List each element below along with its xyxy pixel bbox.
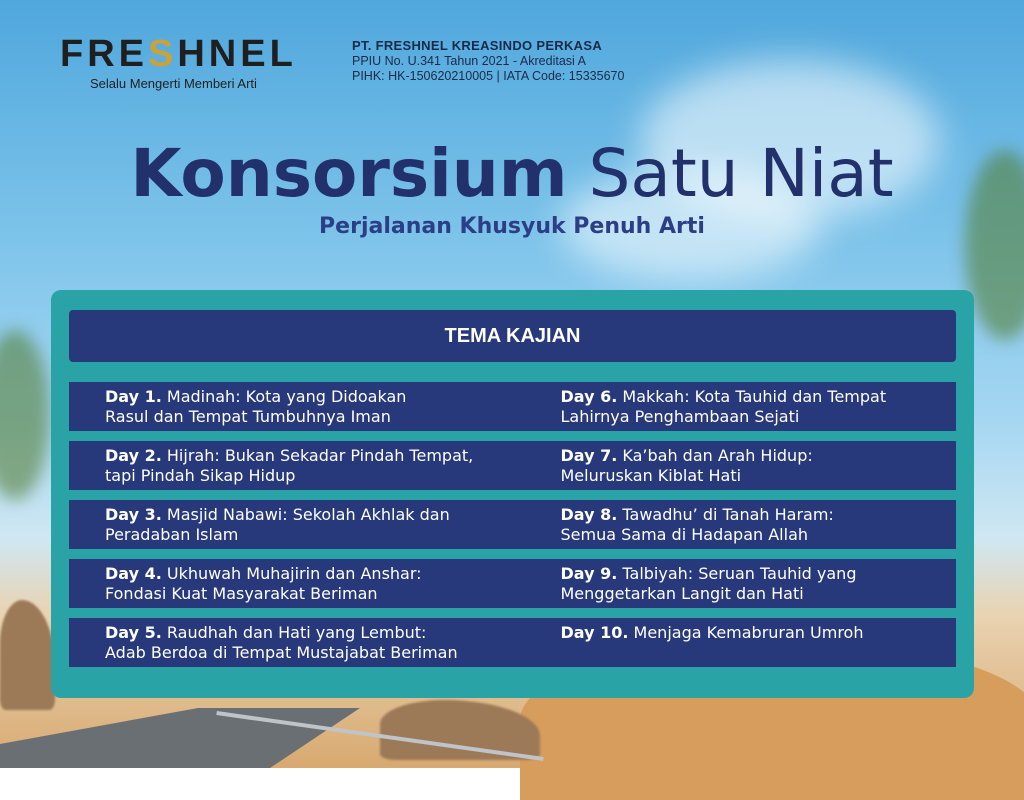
company-codes: PIHK: HK-150620210005 | IATA Code: 15335670: [352, 69, 625, 83]
day-item: Day 1. Madinah: Kota yang Didoakan Rasul dan Tempat Tumbuhnya Iman: [69, 382, 513, 431]
day-item: Day 9. Talbiyah: Seruan Tauhid yang Menggetarkan Langit dan Hati: [513, 559, 957, 608]
title-bold: Konsorsium: [130, 135, 568, 212]
day-item: Day 6. Makkah: Kota Tauhid dan Tempat Lahirnya Penghambaan Sejati: [513, 382, 957, 431]
brand-tagline: Selalu Mengerti Memberi Arti: [90, 76, 257, 91]
day-item: Day 10. Menjaga Kemabruran Umroh: [513, 618, 957, 667]
company-license: PPIU No. U.341 Tahun 2021 - Akreditasi A: [352, 54, 586, 68]
rock-cliff: [380, 700, 540, 760]
day-item: Day 7. Ka’bah dan Arah Hidup: Meluruskan Kiblat Hati: [513, 441, 957, 490]
brand-header: [60, 34, 297, 91]
kajian-heading: TEMA KAJIAN: [69, 310, 956, 362]
road: [0, 708, 360, 768]
day-item: Day 2. Hijrah: Bukan Sekadar Pindah Tempat, tapi Pindah Sikap Hidup: [69, 441, 513, 490]
day-item: Day 3. Masjid Nabawi: Sekolah Akhlak dan Peradaban Islam: [69, 500, 513, 549]
palm-tree: [0, 330, 50, 500]
company-info: [352, 38, 624, 83]
company-name: PT. FRESHNEL KREASINDO PERKASA: [352, 38, 603, 53]
freshnel-logo: FRESHNEL: [60, 33, 297, 75]
page-title: [0, 134, 1024, 214]
page-subtitle: Perjalanan Khusyuk Penuh Arti: [319, 214, 705, 239]
day-item: Day 4. Ukhuwah Muhajirin dan Anshar: Fondasi Kuat Masyarakat Beriman: [69, 559, 513, 608]
kajian-grid: [69, 382, 956, 667]
day-item: Day 8. Tawadhu’ di Tanah Haram: Semua Sama di Hadapan Allah: [513, 500, 957, 549]
title-light: Satu Niat: [588, 135, 894, 212]
kajian-panel: [51, 290, 974, 698]
day-item: Day 5. Raudhah dan Hati yang Lembut: Adab Berdoa di Tempat Mustajabat Beriman: [69, 618, 513, 667]
rock-cliff: [0, 600, 55, 710]
